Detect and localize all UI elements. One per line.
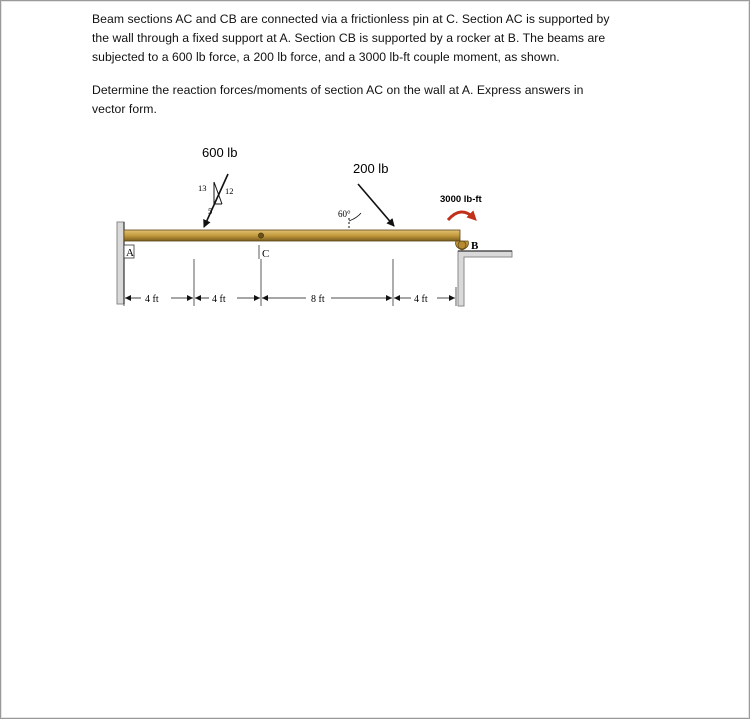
pin-c xyxy=(258,233,263,238)
rocker-roller xyxy=(458,241,466,249)
fixed-wall xyxy=(117,222,124,304)
force-200-arrow xyxy=(358,184,394,226)
beam xyxy=(124,230,460,241)
statement-line-2: the wall through a fixed support at A. Section CB is supported by a rocker at B. The beams are xyxy=(92,31,606,45)
point-a-label: A xyxy=(126,247,134,259)
slope-rise-label: 12 xyxy=(225,186,234,196)
point-c-label: C xyxy=(262,248,270,260)
dim-label-1: 4 ft xyxy=(145,294,159,305)
dim-label-2: 4 ft xyxy=(212,294,226,305)
slope-hyp-label: 13 xyxy=(198,183,207,193)
beam-figure xyxy=(1,1,750,720)
question-line-1: Determine the reaction forces/moments of section AC on the wall at A. Express answers in xyxy=(92,83,584,97)
angle-label: 60° xyxy=(338,209,351,219)
statement-line-3: subjected to a 600 lb force, a 200 lb force, and a 3000 lb-ft couple moment, as shown. xyxy=(92,50,560,64)
force-600-label: 600 lb xyxy=(202,145,238,160)
question-line-2: vector form. xyxy=(92,102,157,116)
dim-label-3: 8 ft xyxy=(311,294,325,305)
slope-run-label: 5 xyxy=(208,206,213,216)
angle-arc xyxy=(349,213,361,221)
force-600-arrow xyxy=(204,174,228,227)
statement-line-1: Beam sections AC and CB are connected via a frictionless pin at C. Section AC is supported by xyxy=(92,12,610,26)
force-200-label: 200 lb xyxy=(353,161,389,176)
dim-label-4: 4 ft xyxy=(414,294,428,305)
point-b-label: B xyxy=(471,240,479,252)
moment-label: 3000 lb-ft xyxy=(440,194,482,205)
support-ledge xyxy=(458,251,512,306)
couple-moment-arrow xyxy=(448,212,474,220)
